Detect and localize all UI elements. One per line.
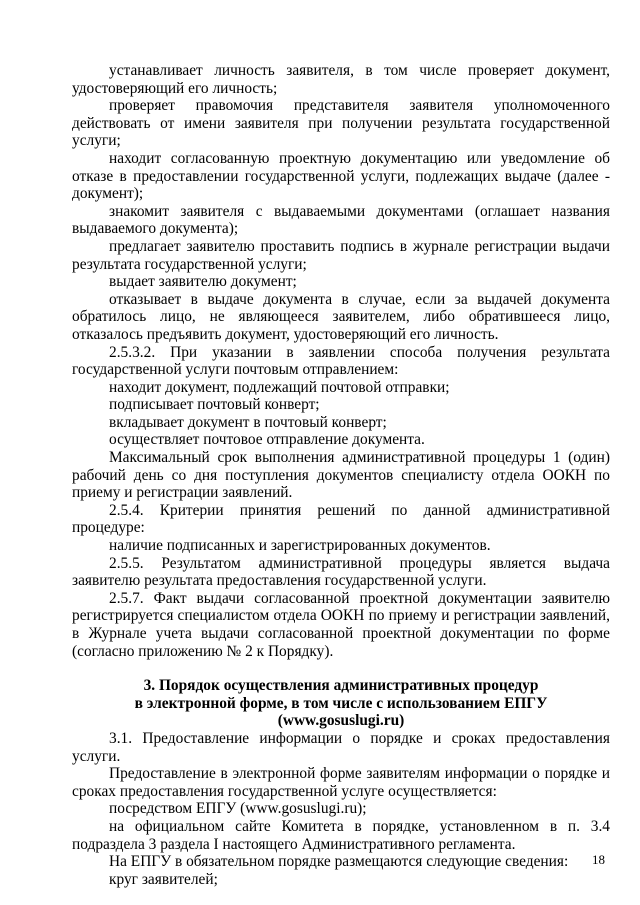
paragraph: отказывает в выдаче документа в случае, если за выдачей документа обратилось лицо, не являющееся заявителем, либо обратившееся лицо, отказалось предъявить документ, удостоверяющий его личность.	[72, 290, 610, 343]
paragraph: вкладывает документ в почтовый конверт;	[109, 413, 387, 431]
paragraph: предлагает заявителю проставить подпись в журнале регистрации выдачи результата государственной услуги;	[72, 237, 610, 273]
section-heading-line-1: 3. Порядок осуществления административных процедур	[143, 677, 539, 695]
paragraph: 2.5.7. Факт выдачи согласованной проектной документации заявителю регистрируется специалистом отдела ООКН по приему и регистрации заявлений, в Журнале учета выдачи согласованной проектной документации по форме (согласно приложению № 2 к Порядку).	[72, 589, 610, 660]
paragraph: 2.5.3.2. При указании в заявлении способа получения результата государственной услуги почтовым отправлением:	[72, 343, 610, 379]
paragraph: Предоставление в электронной форме заявителям информации о порядке и сроках предоставления государственной услуге осуществляется:	[72, 765, 610, 800]
paragraph: осуществляет почтовое отправление документа.	[109, 431, 425, 449]
paragraph: выдает заявителю документ;	[109, 273, 297, 291]
section-heading-line-2: в электронной форме, в том числе с использованием ЕПГУ (www.gosuslugi.ru)	[134, 694, 548, 730]
paragraph: проверяет правомочия представителя заявителя уполномоченного действовать от имени заявителя при получении результата государственной услуги;	[72, 97, 610, 150]
paragraph: 3.1. Предоставление информации о порядке и сроках предоставления услуги.	[72, 729, 610, 765]
document-body	[72, 62, 610, 888]
paragraph: посредством ЕПГУ (www.gosuslugi.ru);	[109, 800, 367, 818]
section-heading	[72, 677, 610, 730]
paragraph: подписывает почтовый конверт;	[109, 396, 320, 414]
paragraph: на официальном сайте Комитета в порядке, установленном в п. 3.4 подраздела 3 раздела I настоящего Административного регламента.	[72, 817, 610, 853]
paragraph: На ЕПГУ в обязательном порядке размещаются следующие сведения:	[109, 853, 569, 871]
paragraph: знакомит заявителя с выдаваемыми документами (оглашает названия выдаваемого документа);	[72, 202, 610, 238]
paragraph: Максимальный срок выполнения административной процедуры 1 (один) рабочий день со дня поступления документов специалисту отдела ООКН по приему и регистрации заявлений.	[72, 449, 610, 502]
paragraph: 2.5.4. Критерии принятия решений по данной административной процедуре:	[72, 501, 610, 537]
paragraph: наличие подписанных и зарегистрированных документов.	[109, 537, 491, 555]
page-number: 18	[592, 852, 605, 867]
paragraph: находит согласованную проектную документацию или уведомление об отказе в предоставлении государственной услуги, подлежащих выдаче (далее - документ);	[72, 149, 610, 203]
paragraph: 2.5.5. Результатом административной процедуры является выдача заявителю результата предоставления государственной услуги.	[72, 554, 610, 590]
paragraph: круг заявителей;	[109, 870, 218, 888]
paragraph: устанавливает личность заявителя, в том числе проверяет документ, удостоверяющий его личность;	[72, 62, 610, 97]
paragraph: находит документ, подлежащий почтовой отправки;	[109, 378, 450, 396]
